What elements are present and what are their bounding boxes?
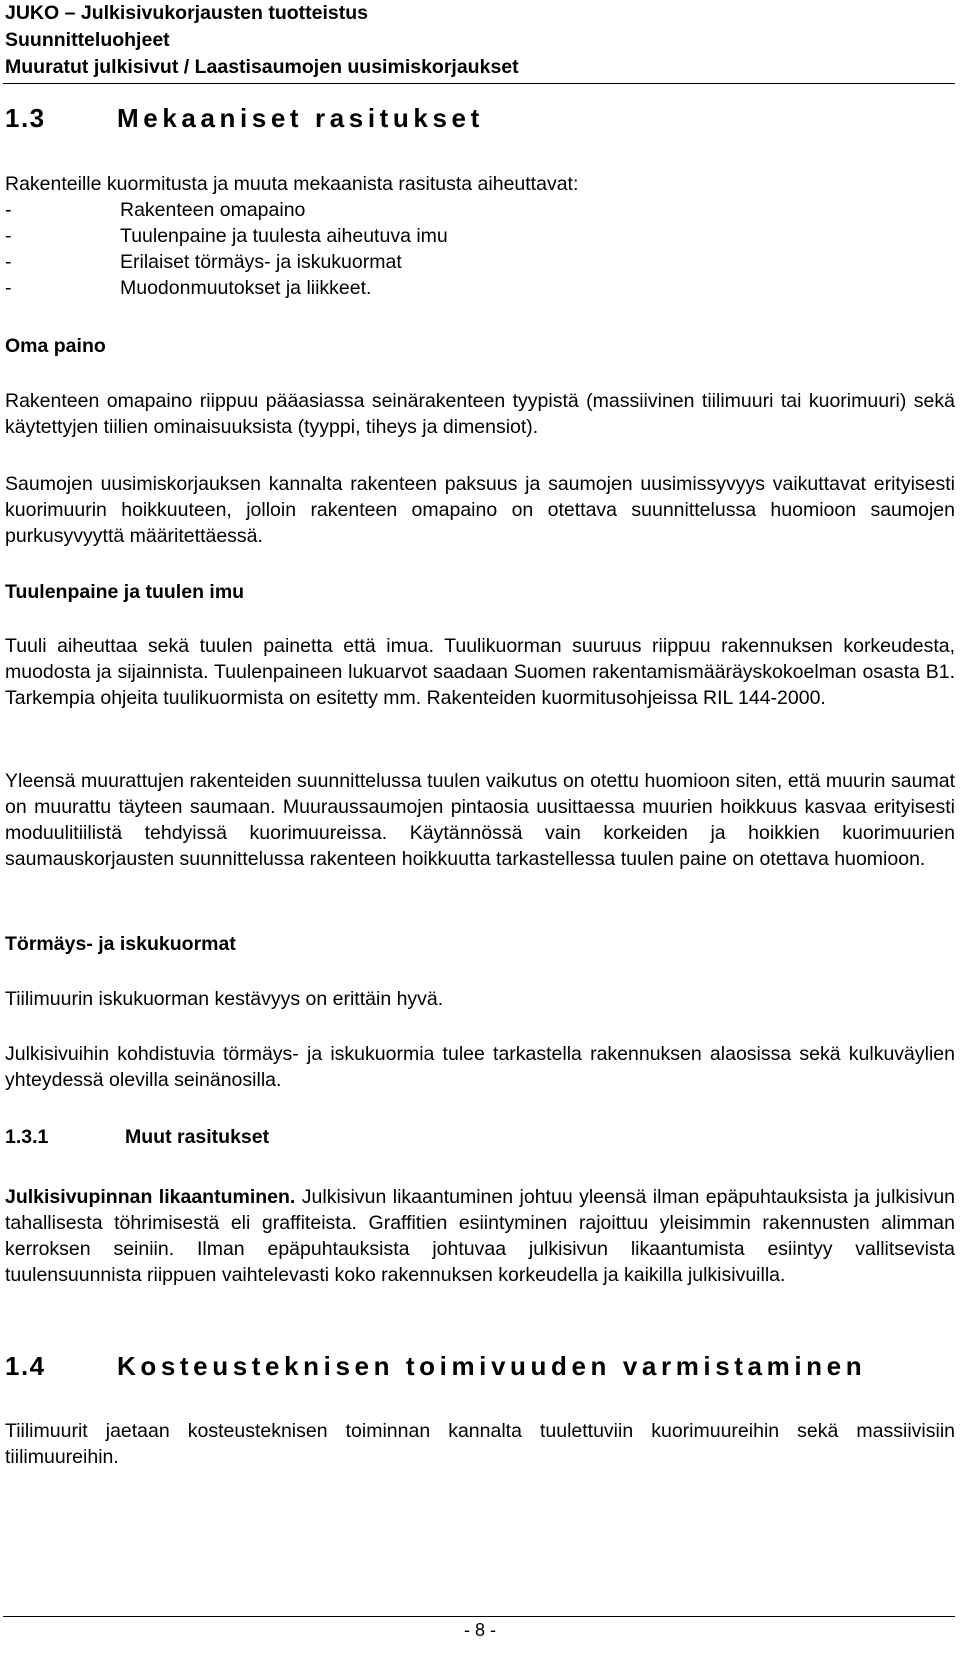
section-number: 1.3 [5, 103, 46, 133]
paragraph: Tiilimuurin iskukuorman kestävyys on erittäin hyvä. [5, 988, 444, 1010]
header-divider [3, 83, 955, 84]
list-item: - Tuulenpaine ja tuulesta aiheutuva imu [5, 225, 448, 247]
section-title: Muut rasitukset [125, 1126, 270, 1148]
paragraph: Tiilimuurit jaetaan kosteusteknisen toiminnan kannalta tuulettuviin kuorimuureihin sekä massiivisiin tiilimuureihin. [5, 1420, 955, 1468]
section-number: 1.3.1 [5, 1126, 49, 1148]
paragraph: Tuuli aiheuttaa sekä tuulen painetta että imua. Tuulikuorman suuruus riippuu rakennuksen korkeudesta, muodosta ja sijainnista. Tuulenpaineen lukuarvot saadaan Suomen rakentamismääräyskokoelman osasta B1. Tarkempia ohjeita tuulikuormista on esitetty mm. Rakenteiden kuormitusohjeissa RIL 144-2000. [5, 635, 955, 709]
section-1-3-1-heading [5, 1126, 269, 1149]
section-intro: Rakenteille kuormitusta ja muuta mekaanista rasitusta aiheuttavat: [5, 173, 579, 195]
section-1-3-heading [5, 103, 484, 134]
header-doc-type: Suunnitteluohjeet [5, 29, 170, 51]
section-title: Mekaaniset rasitukset [117, 103, 484, 133]
paragraph: Rakenteen omapaino riippuu pääasiassa seinärakenteen tyypistä (massiivinen tiilimuuri tai kuorimuuri) sekä käytettyjen tiilien ominaisuuksista (tyyppi, tiheys ja dimensiot). [5, 390, 955, 438]
page-header [5, 0, 955, 81]
paragraph: Yleensä muurattujen rakenteiden suunnittelussa tuulen vaikutus on otettu huomioon siten, että muurin saumat on muurattu täyteen saumaan. Muuraussaumojen pintaosia uusittaessa muurien hoikkuus kasvaa erityisesti moduulitiilistä tehdyissä kuorimuureissa. Käytännössä vain korkeiden ja hoikkien kuorimuurien saumauskorjausten suunnittelussa rakenteen hoikkuutta tarkastellessa tuulen paine on otettava huomioon. [5, 770, 955, 870]
paragraph: Saumojen uusimiskorjauksen kannalta rakenteen paksuus ja saumojen uusimissyvyys vaikuttavat erityisesti kuorimuurin hoikkuuteen, jolloin rakenteen omapaino on otettava suunnittelussa huomioon saumojen purkusyvyyttä määritettäessä. [5, 473, 955, 547]
paragraph-lead: Julkisivupinnan likaantuminen. [5, 1186, 296, 1208]
list-item: - Muodonmuutokset ja liikkeet. [5, 277, 372, 299]
subheading-oma-paino: Oma paino [5, 335, 106, 357]
paragraph: Julkisivuihin kohdistuvia törmäys- ja iskukuormia tulee tarkastella rakennuksen alaosissa sekä kulkuväylien yhteydessä olevilla seinänosilla. [5, 1043, 955, 1091]
footer-divider [3, 1616, 955, 1617]
subheading-tormays: Törmäys- ja iskukuormat [5, 933, 236, 955]
list-item: - Rakenteen omapaino [5, 199, 306, 221]
header-subject: Muuratut julkisivut / Laastisaumojen uusimiskorjaukset [5, 56, 519, 78]
load-list [5, 197, 448, 301]
header-project-title: JUKO – Julkisivukorjausten tuotteistus [5, 2, 369, 24]
section-number: 1.4 [5, 1351, 46, 1381]
section-title: Kosteusteknisen toimivuuden varmistaminen [117, 1351, 867, 1381]
list-item: - Erilaiset törmäys- ja iskukuormat [5, 251, 402, 273]
subheading-tuuli: Tuulenpaine ja tuulen imu [5, 581, 245, 603]
section-1-4-heading [5, 1351, 866, 1382]
paragraph: Julkisivupinnan likaantuminen. Julkisivun likaantuminen johtuu yleensä ilman epäpuhtauksista ja julkisivun tahallisesta töhrimisestä eli graffiteista. Graffitien esiintyminen rajoittuu yleisimmin rakennusten alimman kerroksen seiniin. Ilman epäpuhtauksista johtuvaa julkisivun likaantumista esiintyy vallitsevista tuulensuunnista riippuen vaihtelevasti koko rakennuksen korkeudella ja kaikilla julkisivuilla. [5, 1186, 956, 1286]
page-number: - 8 - [463, 1620, 496, 1640]
